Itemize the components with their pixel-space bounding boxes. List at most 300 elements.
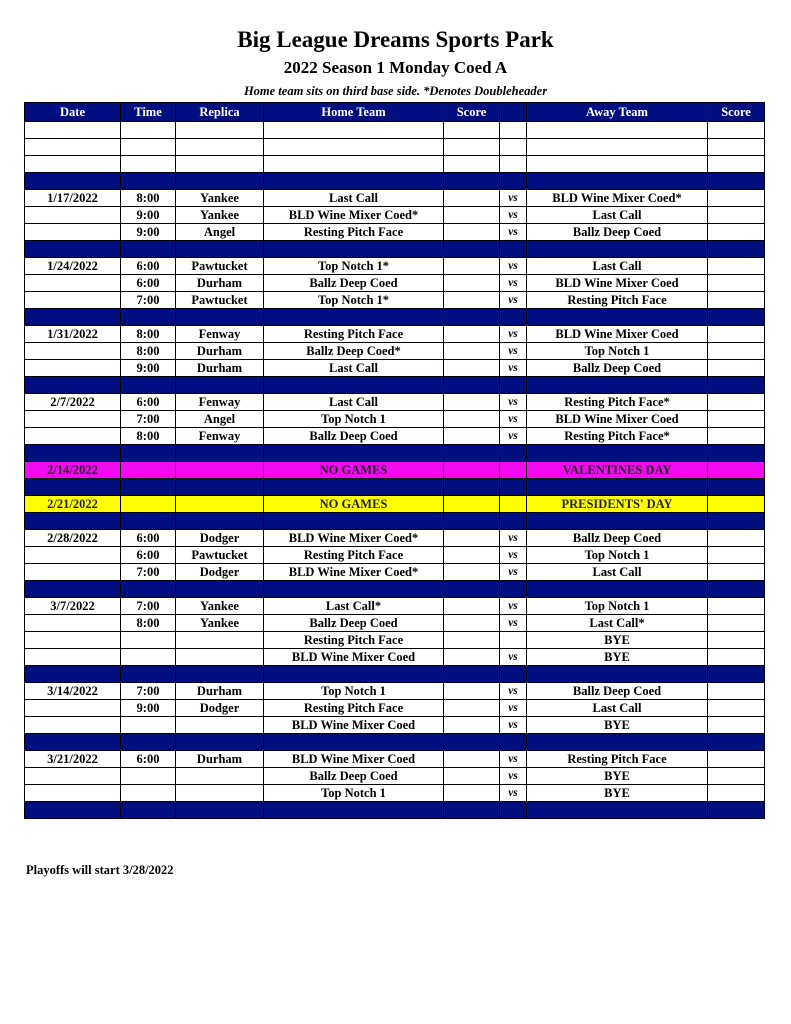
away-team-cell: Resting Pitch Face	[527, 292, 708, 309]
away-team-cell: Last Call	[527, 258, 708, 275]
away-score-cell	[708, 445, 765, 462]
away-team-cell: BYE	[527, 768, 708, 785]
date-cell: 1/24/2022	[25, 258, 121, 275]
home-score-cell	[444, 326, 500, 343]
replica-cell	[176, 173, 264, 190]
home-team-cell: Ballz Deep Coed*	[264, 343, 444, 360]
away-team-cell: BYE	[527, 649, 708, 666]
home-score-cell	[444, 496, 500, 513]
replica-cell	[176, 785, 264, 802]
footer-note: Playoffs will start 3/28/2022	[26, 863, 174, 877]
replica-cell	[176, 513, 264, 530]
time-cell	[121, 734, 176, 751]
replica-cell: Durham	[176, 751, 264, 768]
home-score-cell	[444, 751, 500, 768]
replica-cell: Yankee	[176, 598, 264, 615]
replica-cell	[176, 632, 264, 649]
away-team-cell: Resting Pitch Face*	[527, 394, 708, 411]
vs-cell	[500, 496, 527, 513]
home-score-cell	[444, 411, 500, 428]
game-row	[25, 343, 765, 360]
time-cell	[121, 377, 176, 394]
time-cell: 9:00	[121, 700, 176, 717]
away-score-cell	[708, 564, 765, 581]
vs-cell	[500, 309, 527, 326]
home-team-cell: NO GAMES	[264, 462, 444, 479]
col-header-vs	[500, 103, 527, 122]
home-score-cell	[444, 445, 500, 462]
separator-row	[25, 666, 765, 683]
away-score-cell	[708, 700, 765, 717]
vs-cell: vs	[500, 207, 527, 224]
game-row	[25, 360, 765, 377]
replica-cell: Yankee	[176, 207, 264, 224]
away-team-cell: Ballz Deep Coed	[527, 360, 708, 377]
away-team-cell	[527, 666, 708, 683]
away-team-cell: Resting Pitch Face*	[527, 428, 708, 445]
separator-row	[25, 802, 765, 819]
home-team-cell: Last Call	[264, 190, 444, 207]
away-team-cell	[527, 122, 708, 139]
home-score-cell	[444, 632, 500, 649]
home-team-cell: BLD Wine Mixer Coed*	[264, 564, 444, 581]
game-row	[25, 700, 765, 717]
away-score-cell	[708, 649, 765, 666]
time-cell: 6:00	[121, 394, 176, 411]
home-team-cell: Ballz Deep Coed	[264, 428, 444, 445]
home-team-cell	[264, 122, 444, 139]
time-cell	[121, 632, 176, 649]
home-score-cell	[444, 615, 500, 632]
vs-cell: vs	[500, 717, 527, 734]
date-cell	[25, 377, 121, 394]
time-cell	[121, 122, 176, 139]
time-cell: 8:00	[121, 428, 176, 445]
home-team-cell: Last Call	[264, 360, 444, 377]
vs-cell: vs	[500, 564, 527, 581]
vs-cell: vs	[500, 190, 527, 207]
table-body	[25, 122, 765, 819]
replica-cell: Durham	[176, 343, 264, 360]
replica-cell: Dodger	[176, 700, 264, 717]
date-cell	[25, 241, 121, 258]
home-score-cell	[444, 717, 500, 734]
blank-row	[25, 156, 765, 173]
home-score-cell	[444, 173, 500, 190]
away-team-cell	[527, 139, 708, 156]
date-cell	[25, 343, 121, 360]
game-row	[25, 785, 765, 802]
date-cell: 2/21/2022	[25, 496, 121, 513]
away-team-cell: Last Call	[527, 700, 708, 717]
away-team-cell: Ballz Deep Coed	[527, 224, 708, 241]
home-score-cell	[444, 513, 500, 530]
date-cell: 3/7/2022	[25, 598, 121, 615]
home-team-cell: Top Notch 1	[264, 785, 444, 802]
home-score-cell	[444, 122, 500, 139]
away-score-cell	[708, 785, 765, 802]
away-score-cell	[708, 360, 765, 377]
replica-cell	[176, 768, 264, 785]
home-score-cell	[444, 479, 500, 496]
time-cell: 7:00	[121, 411, 176, 428]
game-row	[25, 428, 765, 445]
home-score-cell	[444, 377, 500, 394]
home-score-cell	[444, 241, 500, 258]
home-score-cell	[444, 598, 500, 615]
away-score-cell	[708, 666, 765, 683]
date-cell	[25, 156, 121, 173]
date-cell: 2/14/2022	[25, 462, 121, 479]
home-score-cell	[444, 462, 500, 479]
vs-cell: vs	[500, 751, 527, 768]
away-score-cell	[708, 394, 765, 411]
vs-cell: vs	[500, 428, 527, 445]
time-cell: 8:00	[121, 326, 176, 343]
away-score-cell	[708, 598, 765, 615]
replica-cell	[176, 462, 264, 479]
away-team-cell: Top Notch 1	[527, 598, 708, 615]
vs-cell: vs	[500, 547, 527, 564]
time-cell	[121, 785, 176, 802]
time-cell: 6:00	[121, 751, 176, 768]
replica-cell: Pawtucket	[176, 258, 264, 275]
home-team-cell: Resting Pitch Face	[264, 224, 444, 241]
away-score-cell	[708, 156, 765, 173]
away-team-cell: Last Call*	[527, 615, 708, 632]
game-row	[25, 598, 765, 615]
home-team-cell: Top Notch 1*	[264, 258, 444, 275]
game-row	[25, 564, 765, 581]
game-row	[25, 326, 765, 343]
away-score-cell	[708, 802, 765, 819]
home-score-cell	[444, 649, 500, 666]
vs-cell	[500, 241, 527, 258]
replica-cell	[176, 156, 264, 173]
time-cell	[121, 139, 176, 156]
date-cell	[25, 700, 121, 717]
date-cell: 1/31/2022	[25, 326, 121, 343]
home-team-cell: Resting Pitch Face	[264, 700, 444, 717]
game-row	[25, 615, 765, 632]
away-score-cell	[708, 411, 765, 428]
home-team-cell	[264, 377, 444, 394]
game-row	[25, 207, 765, 224]
away-team-cell: PRESIDENTS' DAY	[527, 496, 708, 513]
vs-cell: vs	[500, 700, 527, 717]
away-team-cell: Resting Pitch Face	[527, 751, 708, 768]
date-cell	[25, 139, 121, 156]
holiday-row	[25, 462, 765, 479]
home-team-cell	[264, 241, 444, 258]
home-team-cell	[264, 156, 444, 173]
away-team-cell	[527, 173, 708, 190]
vs-cell: vs	[500, 343, 527, 360]
home-score-cell	[444, 547, 500, 564]
home-team-cell	[264, 139, 444, 156]
away-team-cell: BYE	[527, 717, 708, 734]
away-team-cell: BYE	[527, 632, 708, 649]
replica-cell	[176, 122, 264, 139]
time-cell	[121, 496, 176, 513]
page-subtitle: 2022 Season 1 Monday Coed A	[283, 58, 508, 77]
away-score-cell	[708, 547, 765, 564]
home-team-cell: Last Call	[264, 394, 444, 411]
home-score-cell	[444, 309, 500, 326]
home-score-cell	[444, 768, 500, 785]
replica-cell: Angel	[176, 224, 264, 241]
away-score-cell	[708, 462, 765, 479]
date-cell	[25, 428, 121, 445]
away-team-cell	[527, 445, 708, 462]
vs-cell: vs	[500, 360, 527, 377]
home-team-cell	[264, 581, 444, 598]
date-cell	[25, 666, 121, 683]
replica-cell: Fenway	[176, 394, 264, 411]
col-header-away-team: Away Team	[527, 103, 708, 122]
game-row	[25, 632, 765, 649]
separator-row	[25, 513, 765, 530]
time-cell: 7:00	[121, 683, 176, 700]
home-score-cell	[444, 666, 500, 683]
away-score-cell	[708, 717, 765, 734]
col-header-replica: Replica	[176, 103, 264, 122]
home-team-cell	[264, 802, 444, 819]
home-score-cell	[444, 275, 500, 292]
date-cell	[25, 292, 121, 309]
date-cell	[25, 768, 121, 785]
time-cell: 9:00	[121, 207, 176, 224]
col-header-home-score: Score	[444, 103, 500, 122]
time-cell: 6:00	[121, 547, 176, 564]
game-row	[25, 649, 765, 666]
away-score-cell	[708, 258, 765, 275]
replica-cell: Fenway	[176, 428, 264, 445]
replica-cell	[176, 309, 264, 326]
home-team-cell	[264, 173, 444, 190]
home-team-cell: Resting Pitch Face	[264, 326, 444, 343]
replica-cell	[176, 479, 264, 496]
away-score-cell	[708, 122, 765, 139]
away-team-cell	[527, 734, 708, 751]
home-score-cell	[444, 190, 500, 207]
vs-cell: vs	[500, 785, 527, 802]
away-team-cell: BLD Wine Mixer Coed	[527, 275, 708, 292]
col-header-time: Time	[121, 103, 176, 122]
time-cell	[121, 649, 176, 666]
away-score-cell	[708, 275, 765, 292]
home-team-cell: Ballz Deep Coed	[264, 768, 444, 785]
replica-cell	[176, 802, 264, 819]
away-score-cell	[708, 751, 765, 768]
home-team-cell	[264, 445, 444, 462]
game-row	[25, 683, 765, 700]
vs-cell: vs	[500, 292, 527, 309]
holiday-row	[25, 496, 765, 513]
time-cell: 7:00	[121, 292, 176, 309]
time-cell: 8:00	[121, 190, 176, 207]
time-cell: 9:00	[121, 224, 176, 241]
separator-row	[25, 241, 765, 258]
home-score-cell	[444, 785, 500, 802]
away-score-cell	[708, 632, 765, 649]
date-cell	[25, 547, 121, 564]
blank-row	[25, 139, 765, 156]
vs-cell	[500, 377, 527, 394]
separator-row	[25, 173, 765, 190]
away-team-cell: VALENTINES DAY	[527, 462, 708, 479]
away-team-cell	[527, 802, 708, 819]
home-team-cell: NO GAMES	[264, 496, 444, 513]
home-score-cell	[444, 683, 500, 700]
time-cell	[121, 802, 176, 819]
away-team-cell: BLD Wine Mixer Coed	[527, 411, 708, 428]
col-header-home-team: Home Team	[264, 103, 444, 122]
date-cell: 1/17/2022	[25, 190, 121, 207]
time-cell	[121, 173, 176, 190]
time-cell: 8:00	[121, 343, 176, 360]
vs-cell: vs	[500, 530, 527, 547]
home-team-cell: Resting Pitch Face	[264, 547, 444, 564]
header-note: Home team sits on third base side. *Denotes Doubleheader	[243, 84, 548, 98]
vs-cell: vs	[500, 275, 527, 292]
game-row	[25, 530, 765, 547]
home-team-cell: BLD Wine Mixer Coed	[264, 751, 444, 768]
home-score-cell	[444, 139, 500, 156]
time-cell: 7:00	[121, 598, 176, 615]
home-score-cell	[444, 258, 500, 275]
replica-cell	[176, 717, 264, 734]
vs-cell	[500, 462, 527, 479]
replica-cell: Durham	[176, 360, 264, 377]
vs-cell: vs	[500, 768, 527, 785]
table-header	[25, 103, 765, 122]
home-score-cell	[444, 394, 500, 411]
away-score-cell	[708, 326, 765, 343]
time-cell: 6:00	[121, 275, 176, 292]
col-header-date: Date	[25, 103, 121, 122]
date-cell	[25, 615, 121, 632]
away-team-cell: Top Notch 1	[527, 343, 708, 360]
vs-cell: vs	[500, 411, 527, 428]
date-cell	[25, 122, 121, 139]
home-team-cell: Ballz Deep Coed	[264, 275, 444, 292]
vs-cell	[500, 122, 527, 139]
vs-cell	[500, 139, 527, 156]
away-score-cell	[708, 224, 765, 241]
date-cell	[25, 785, 121, 802]
date-cell	[25, 632, 121, 649]
home-team-cell: BLD Wine Mixer Coed*	[264, 207, 444, 224]
vs-cell: vs	[500, 615, 527, 632]
home-team-cell: Resting Pitch Face	[264, 632, 444, 649]
vs-cell: vs	[500, 394, 527, 411]
replica-cell	[176, 496, 264, 513]
replica-cell	[176, 666, 264, 683]
date-cell: 3/14/2022	[25, 683, 121, 700]
home-score-cell	[444, 734, 500, 751]
home-team-cell: BLD Wine Mixer Coed	[264, 649, 444, 666]
date-cell	[25, 309, 121, 326]
home-score-cell	[444, 343, 500, 360]
game-row	[25, 275, 765, 292]
away-team-cell: BLD Wine Mixer Coed	[527, 326, 708, 343]
blank-row	[25, 122, 765, 139]
away-score-cell	[708, 241, 765, 258]
time-cell	[121, 462, 176, 479]
time-cell	[121, 479, 176, 496]
home-team-cell	[264, 666, 444, 683]
separator-row	[25, 377, 765, 394]
away-score-cell	[708, 768, 765, 785]
replica-cell: Yankee	[176, 190, 264, 207]
away-team-cell: Top Notch 1	[527, 547, 708, 564]
page-title: Big League Dreams Sports Park	[237, 27, 554, 52]
game-row	[25, 258, 765, 275]
home-team-cell: Last Call*	[264, 598, 444, 615]
home-score-cell	[444, 292, 500, 309]
separator-row	[25, 309, 765, 326]
time-cell: 6:00	[121, 258, 176, 275]
time-cell	[121, 513, 176, 530]
away-score-cell	[708, 292, 765, 309]
away-score-cell	[708, 343, 765, 360]
vs-cell	[500, 581, 527, 598]
time-cell: 8:00	[121, 615, 176, 632]
away-score-cell	[708, 139, 765, 156]
away-team-cell: Ballz Deep Coed	[527, 530, 708, 547]
replica-cell	[176, 445, 264, 462]
home-score-cell	[444, 700, 500, 717]
game-row	[25, 751, 765, 768]
vs-cell: vs	[500, 598, 527, 615]
home-score-cell	[444, 207, 500, 224]
time-cell	[121, 241, 176, 258]
home-score-cell	[444, 802, 500, 819]
date-cell	[25, 360, 121, 377]
away-score-cell	[708, 207, 765, 224]
replica-cell	[176, 581, 264, 598]
game-row	[25, 292, 765, 309]
separator-row	[25, 445, 765, 462]
home-team-cell: Top Notch 1	[264, 411, 444, 428]
replica-cell	[176, 649, 264, 666]
away-score-cell	[708, 581, 765, 598]
date-cell	[25, 445, 121, 462]
away-team-cell	[527, 377, 708, 394]
away-team-cell: BYE	[527, 785, 708, 802]
away-score-cell	[708, 683, 765, 700]
vs-cell: vs	[500, 224, 527, 241]
date-cell: 2/7/2022	[25, 394, 121, 411]
away-score-cell	[708, 513, 765, 530]
away-team-cell	[527, 309, 708, 326]
home-team-cell: BLD Wine Mixer Coed*	[264, 530, 444, 547]
replica-cell: Angel	[176, 411, 264, 428]
away-score-cell	[708, 309, 765, 326]
home-team-cell: BLD Wine Mixer Coed	[264, 717, 444, 734]
replica-cell	[176, 139, 264, 156]
away-score-cell	[708, 377, 765, 394]
away-team-cell	[527, 513, 708, 530]
time-cell	[121, 156, 176, 173]
date-cell	[25, 802, 121, 819]
date-cell	[25, 275, 121, 292]
time-cell: 6:00	[121, 530, 176, 547]
away-score-cell	[708, 173, 765, 190]
home-score-cell	[444, 360, 500, 377]
date-cell	[25, 649, 121, 666]
